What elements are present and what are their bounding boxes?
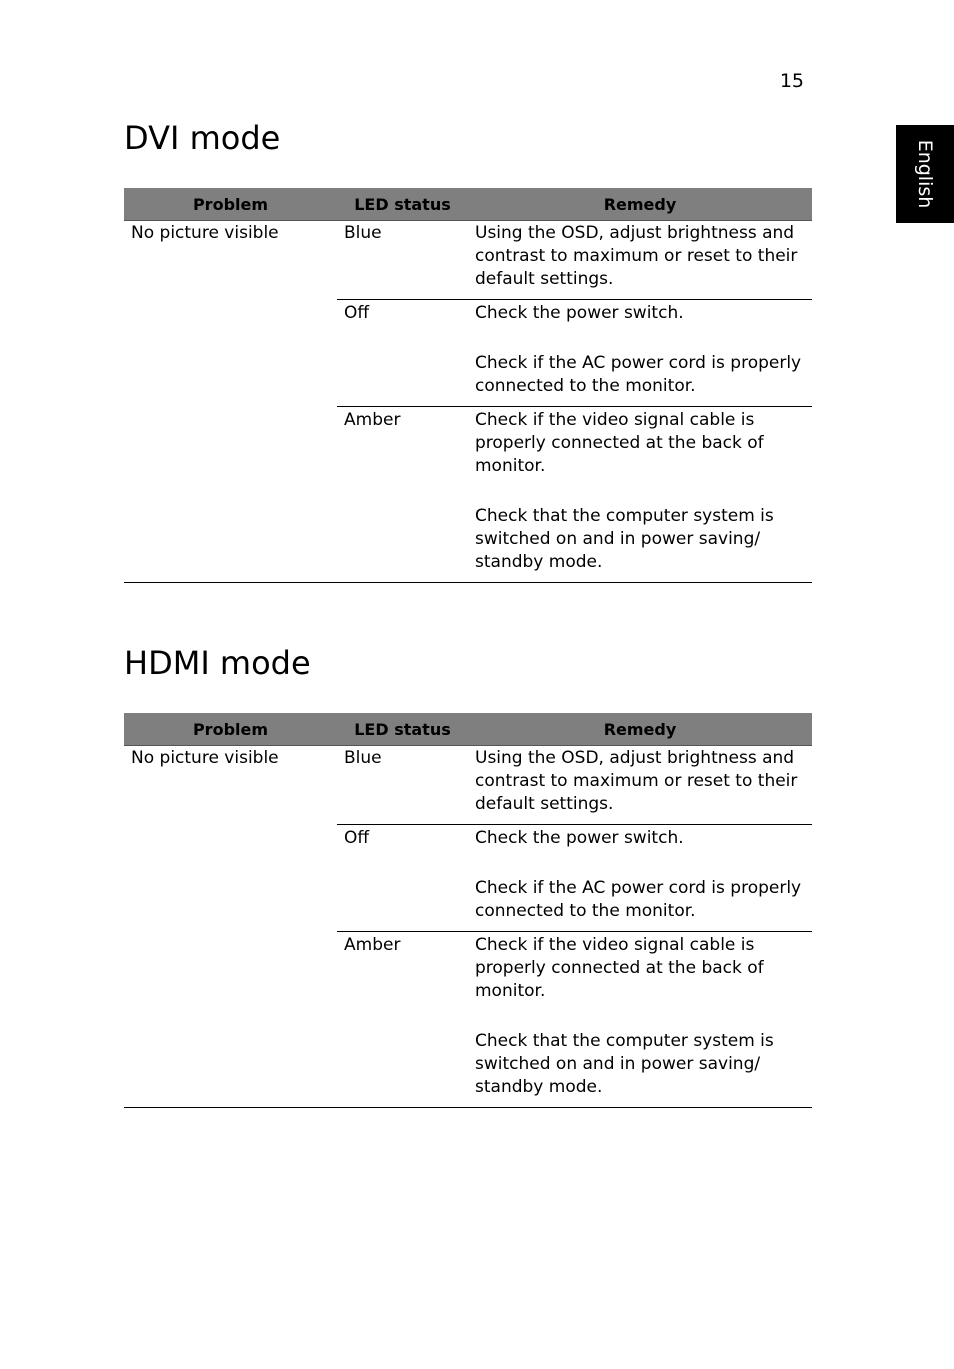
remedy-cell bbox=[468, 221, 812, 300]
remedy-text: Using the OSD, adjust brightness and contrast to maximum or reset to their default settings. bbox=[475, 748, 798, 814]
remedy-cell bbox=[468, 746, 812, 825]
table-row bbox=[124, 746, 812, 825]
header-remedy: Remedy bbox=[468, 188, 812, 221]
header-led-status: LED status bbox=[337, 188, 468, 221]
section-title: HDMI mode bbox=[124, 644, 311, 682]
page-number: 15 bbox=[779, 70, 804, 92]
remedy-cell bbox=[468, 300, 812, 407]
remedy-text: Check if the video signal cable is properly connected at the back of monitor. bbox=[475, 410, 764, 476]
problem-cell: No picture visible bbox=[124, 746, 337, 1108]
hdmi-section bbox=[124, 643, 812, 1097]
remedy-text: Check if the AC power cord is properly connected to the monitor. bbox=[475, 878, 802, 921]
problem-cell: No picture visible bbox=[124, 221, 337, 583]
remedy-text: Check the power switch. bbox=[475, 828, 684, 848]
header-problem: Problem bbox=[124, 713, 337, 746]
header-problem: Problem bbox=[124, 188, 337, 221]
dvi-section bbox=[124, 118, 812, 572]
table-header-row bbox=[124, 713, 812, 746]
remedy-cell bbox=[468, 932, 812, 1108]
remedy-text: Using the OSD, adjust brightness and contrast to maximum or reset to their default settings. bbox=[475, 223, 798, 289]
remedy-text: Check that the computer system is switched on and in power saving/ standby mode. bbox=[475, 1031, 774, 1097]
remedy-text: Check if the AC power cord is properly connected to the monitor. bbox=[475, 353, 802, 396]
troubleshooting-table bbox=[124, 188, 812, 583]
table-row bbox=[124, 221, 812, 300]
remedy-cell bbox=[468, 825, 812, 932]
led-status-cell: Blue bbox=[337, 746, 468, 825]
led-status-cell: Amber bbox=[337, 932, 468, 1108]
led-status-cell: Blue bbox=[337, 221, 468, 300]
led-status-cell: Amber bbox=[337, 407, 468, 583]
led-status-cell: Off bbox=[337, 825, 468, 932]
table-header-row bbox=[124, 188, 812, 221]
remedy-cell bbox=[468, 407, 812, 583]
header-led-status: LED status bbox=[337, 713, 468, 746]
language-tab-label: English bbox=[914, 139, 936, 209]
remedy-text: Check the power switch. bbox=[475, 303, 684, 323]
troubleshooting-table bbox=[124, 713, 812, 1108]
header-remedy: Remedy bbox=[468, 713, 812, 746]
language-tab bbox=[896, 125, 954, 223]
led-status-cell: Off bbox=[337, 300, 468, 407]
remedy-text: Check that the computer system is switched on and in power saving/ standby mode. bbox=[475, 506, 774, 572]
section-title: DVI mode bbox=[124, 119, 281, 157]
remedy-text: Check if the video signal cable is properly connected at the back of monitor. bbox=[475, 935, 764, 1001]
